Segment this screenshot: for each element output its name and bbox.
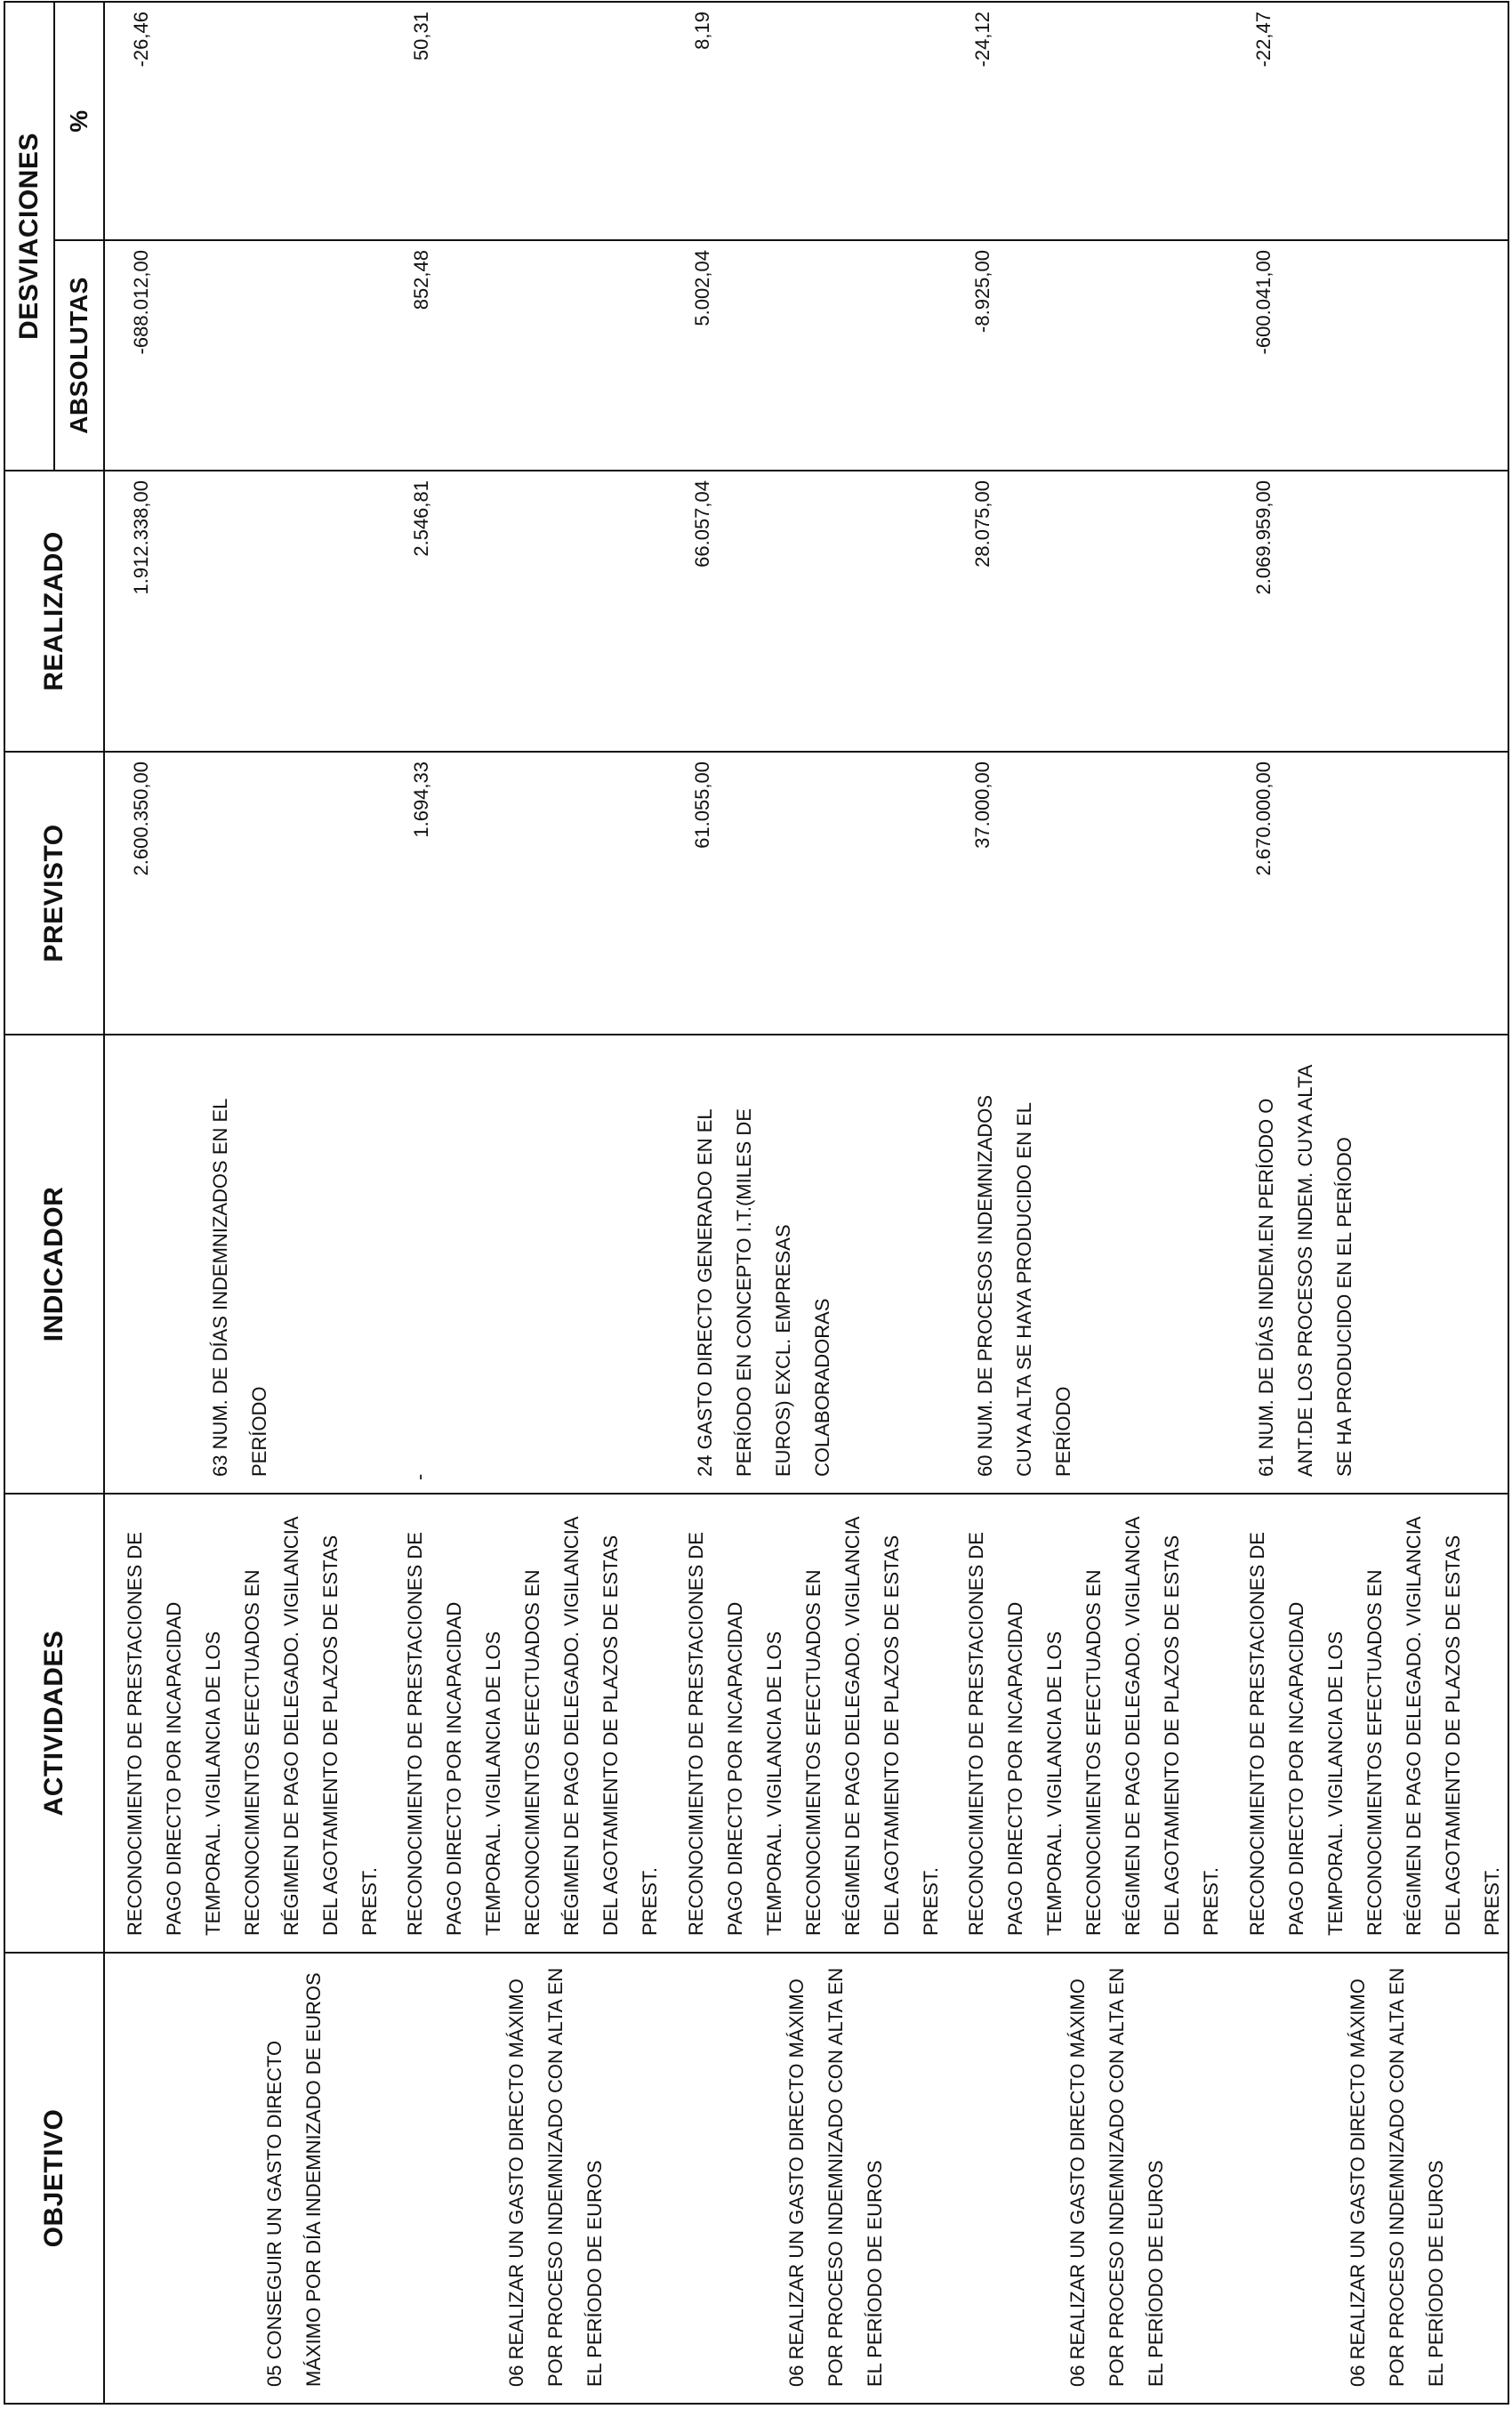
actividades-cell: RECONOCIMIENTO DE PRESTACIONES DE PAGO DIRECTO POR INCAPACIDAD TEMPORAL. VIGILANCIA DE LOS RECONOCIMIENTOS EFECTUADOS EN RÉGIMEN DE PAGO DELEGADO. VIGILANCIA DEL AGOTAMIENTO DE PLAZOS DE ESTAS PREST.: [404, 1517, 662, 1936]
indicador-cell: 61 NUM. DE DÍAS INDEM.EN PERÍODO O ANT.DE LOS PROCESOS INDEM. CUYA ALTA SE HA PRODUCIDO EN EL PERÍODO: [1254, 1065, 1355, 1477]
header-porcentaje: %: [54, 2, 104, 240]
table-row: [1227, 241, 1508, 470]
objetivo-cell: 05 CONSEGUIR UN GASTO DIRECTO MÁXIMO POR DÍA INDEMNIZADO DE EUROS: [263, 1972, 326, 2387]
previsto-value: 1.694,33: [410, 761, 433, 838]
actividades-cell: RECONOCIMIENTO DE PRESTACIONES DE PAGO DIRECTO POR INCAPACIDAD TEMPORAL. VIGILANCIA DE LOS RECONOCIMIENTOS EFECTUADOS EN RÉGIMEN DE PAGO DELEGADO. VIGILANCIA DEL AGOTAMIENTO DE PLAZOS DE ESTAS PREST.: [124, 1517, 381, 1936]
header-realizado: REALIZADO: [4, 471, 104, 752]
realizado-value: 66.057,04: [690, 480, 713, 568]
table-row: [105, 1495, 385, 1952]
table-row: [1227, 3, 1508, 239]
table-row: [666, 471, 946, 751]
table-row: [1227, 1495, 1508, 1952]
previsto-value: 2.670.000,00: [1251, 761, 1275, 876]
table-row: [946, 1495, 1226, 1952]
objetivo-cell: 06 REALIZAR UN GASTO DIRECTO MÁXIMO POR PROCESO INDEMNIZADO CON ALTA EN EL PERÍODO DE EUROS: [504, 1967, 606, 2387]
actividades-cell: RECONOCIMIENTO DE PRESTACIONES DE PAGO DIRECTO POR INCAPACIDAD TEMPORAL. VIGILANCIA DE LOS RECONOCIMIENTOS EFECTUADOS EN RÉGIMEN DE PAGO DELEGADO. VIGILANCIA DEL AGOTAMIENTO DE PLAZOS DE ESTAS PREST.: [1245, 1517, 1503, 1936]
porcentaje-value: 8,19: [690, 12, 713, 50]
table-row: [105, 1954, 385, 2403]
table-row: [105, 241, 385, 470]
header-previsto: PREVISTO: [4, 752, 104, 1035]
previsto-value: 37.000,00: [971, 761, 994, 849]
absolutas-value: -600.041,00: [1251, 250, 1275, 355]
column-objetivo: [104, 1953, 1508, 2404]
column-absolutas: [104, 240, 1508, 471]
table-row: [666, 3, 946, 239]
column-porcentaje: [104, 2, 1508, 240]
porcentaje-value: -24,12: [971, 12, 994, 68]
previsto-value: 61.055,00: [690, 761, 713, 849]
objetivo-cell: 06 REALIZAR UN GASTO DIRECTO MÁXIMO POR PROCESO INDEMNIZADO CON ALTA EN EL PERÍODO DE EUROS: [785, 1967, 887, 2387]
table-row: [1227, 471, 1508, 751]
table-row: [385, 1035, 665, 1493]
table-row: [666, 1954, 946, 2403]
table-row: [946, 241, 1226, 470]
table-row: [946, 471, 1226, 751]
absolutas-value: 5.002,04: [690, 250, 713, 326]
realizado-value: 2.546,81: [410, 480, 433, 557]
porcentaje-value: 50,31: [410, 12, 433, 61]
objetivo-cell: 06 REALIZAR UN GASTO DIRECTO MÁXIMO POR PROCESO INDEMNIZADO CON ALTA EN EL PERÍODO DE EUROS: [1066, 1967, 1167, 2387]
table-row: [1227, 1035, 1508, 1493]
column-indicador: [104, 1035, 1508, 1494]
table-body-row: [104, 2, 1508, 2404]
table-row: [946, 753, 1226, 1034]
realizado-value: 28.075,00: [971, 480, 994, 568]
header-indicador: INDICADOR: [4, 1035, 104, 1494]
porcentaje-value: -26,46: [130, 12, 152, 68]
column-realizado: [104, 471, 1508, 752]
realizado-value: 2.069.959,00: [1251, 480, 1275, 595]
table-row: [666, 753, 946, 1034]
table-row: [385, 753, 665, 1034]
header-actividades: ACTIVIDADES: [4, 1494, 104, 1953]
column-previsto: [104, 752, 1508, 1035]
realizado-value: 1.912.338,00: [130, 480, 152, 595]
table-row: [385, 1954, 665, 2403]
table-row: [1227, 753, 1508, 1034]
table-row: [105, 471, 385, 751]
actividades-cell: RECONOCIMIENTO DE PRESTACIONES DE PAGO DIRECTO POR INCAPACIDAD TEMPORAL. VIGILANCIA DE LOS RECONOCIMIENTOS EFECTUADOS EN RÉGIMEN DE PAGO DELEGADO. VIGILANCIA DEL AGOTAMIENTO DE PLAZOS DE ESTAS PREST.: [965, 1517, 1223, 1936]
actividades-cell: RECONOCIMIENTO DE PRESTACIONES DE PAGO DIRECTO POR INCAPACIDAD TEMPORAL. VIGILANCIA DE LOS RECONOCIMIENTOS EFECTUADOS EN RÉGIMEN DE PAGO DELEGADO. VIGILANCIA DEL AGOTAMIENTO DE PLAZOS DE ESTAS PREST.: [684, 1517, 942, 1936]
table-row: [385, 3, 665, 239]
table-row: [946, 1035, 1226, 1493]
objectives-table: [4, 1, 1509, 2405]
table-row: [946, 1954, 1226, 2403]
porcentaje-value: -22,47: [1251, 12, 1275, 68]
table-row: [385, 1495, 665, 1952]
table-row: [105, 1035, 385, 1493]
table-row: [666, 1495, 946, 1952]
table-row: [105, 3, 385, 239]
indicador-cell: 60 NUM. DE PROCESOS INDEMNIZADOS CUYA ALTA SE HAYA PRODUCIDO EN EL PERÍODO: [974, 1094, 1075, 1477]
column-actividades: [104, 1494, 1508, 1953]
indicador-cell: 63 NUM. DE DÍAS INDEMNIZADOS EN EL PERÍODO: [209, 1099, 270, 1477]
table-row: [105, 753, 385, 1034]
table-row: [666, 1035, 946, 1493]
header-desviaciones: DESVIACIONES: [4, 2, 54, 471]
table-row: [946, 3, 1226, 239]
table-row: [385, 241, 665, 470]
absolutas-value: -8.925,00: [971, 250, 994, 333]
header-objetivo: OBJETIVO: [4, 1953, 104, 2404]
indicador-cell: -: [408, 1473, 431, 1480]
objetivo-cell: 06 REALIZAR UN GASTO DIRECTO MÁXIMO POR PROCESO INDEMNIZADO CON ALTA EN EL PERÍODO DE EUROS: [1347, 1967, 1448, 2387]
absolutas-value: 852,48: [410, 250, 433, 310]
header-row: [4, 2, 54, 2404]
table-row: [385, 471, 665, 751]
header-absolutas: ABSOLUTAS: [54, 240, 104, 471]
absolutas-value: -688.012,00: [130, 250, 152, 355]
table-row: [1227, 1954, 1508, 2403]
table-row: [666, 241, 946, 470]
indicador-cell: 24 GASTO DIRECTO GENERADO EN EL PERÍODO EN CONCEPTO I.T.(MILES DE EUROS) EXCL. EMPRESAS COLABORADORAS: [693, 1108, 833, 1477]
previsto-value: 2.600.350,00: [130, 761, 152, 876]
